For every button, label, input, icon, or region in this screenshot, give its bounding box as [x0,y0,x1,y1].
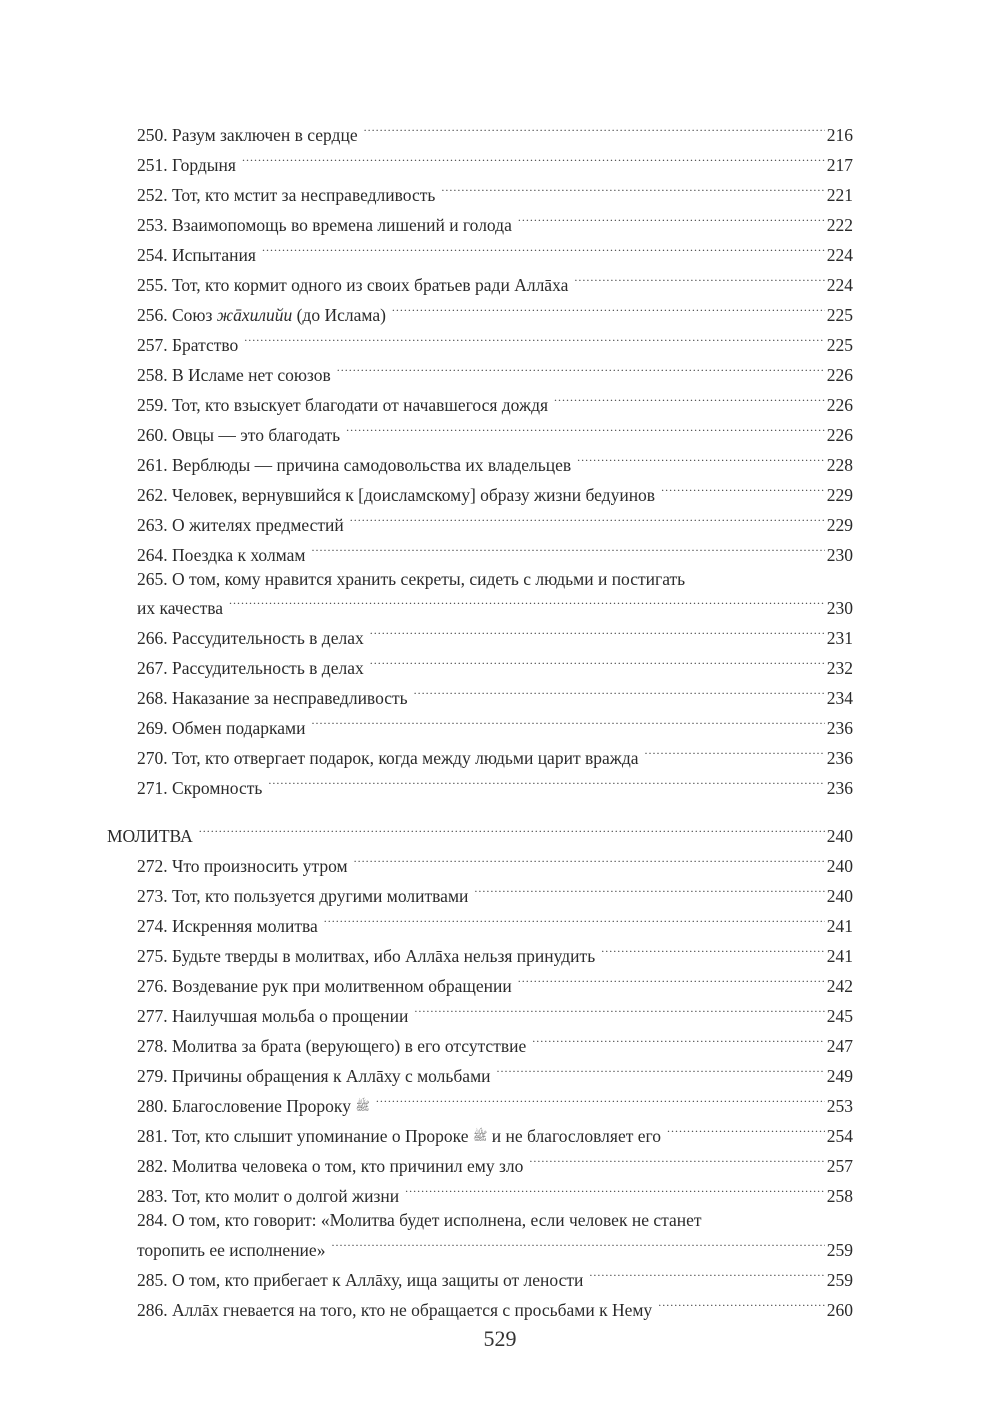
entry-page: 228 [826,455,853,475]
toc-entry[interactable] [137,419,853,446]
entry-page: 231 [826,628,853,648]
entry-title: 283. Тот, кто молит о долгой жизни [137,1186,400,1206]
toc-entry[interactable] [137,1180,853,1207]
entry-page: 258 [826,1186,853,1206]
dot-leader [324,910,825,932]
entry-page: 230 [826,598,853,618]
entry-title: 272. Что произносить утром [137,856,348,876]
dot-leader [589,1264,824,1286]
entry-title: 268. Наказание за несправедливость [137,688,408,708]
dot-leader [331,1234,824,1256]
honorific-icon: ﷺ [472,1129,488,1143]
toc-entry[interactable] [137,1060,853,1087]
toc-entry[interactable] [137,1000,853,1027]
entry-page: 240 [826,856,853,876]
toc-entry[interactable] [137,1150,853,1177]
entry-title: 264. Поездка к холмам [137,545,306,565]
toc-entry[interactable] [137,1264,853,1291]
dot-leader [405,1180,825,1202]
dot-leader [645,742,825,764]
toc-entry[interactable] [137,329,853,356]
entry-page: 232 [826,658,853,678]
toc-entry[interactable] [137,682,853,709]
entry-page: 225 [826,305,853,325]
toc-section-heading[interactable] [107,820,853,847]
entry-title: 259. Тот, кто взыскует благодати от начавшегося дождя [137,395,549,415]
entry-title [137,1095,370,1117]
toc-entry-line1: 284. О том, кто говорит: «Молитва будет исполнена, если человек не станет [137,1210,702,1230]
toc-entry[interactable] [137,1090,853,1117]
section-page: 240 [826,826,853,846]
entry-page: 226 [826,425,853,445]
dot-leader [392,299,825,321]
entry-title-italic: жāхилийи [216,305,293,325]
dot-leader [529,1150,824,1172]
dot-leader [518,970,825,992]
toc-entry[interactable] [137,622,853,649]
toc-entry-line1: 265. О том, кому нравится хранить секреты, сидеть с людьми и постигать [137,569,686,589]
entry-title: 266. Рассудительность в делах [137,628,364,648]
entry-title: 276. Воздевание рук при молитвенном обращении [137,976,512,996]
toc-entry[interactable] [137,299,853,326]
entry-title: торопить ее исполнение» [137,1240,326,1260]
dot-leader [350,509,825,531]
dot-leader [601,940,825,962]
toc-entry[interactable] [137,910,853,937]
entry-title: 257. Братство [137,335,239,355]
entry-title: 279. Причины обращения к Аллāху с мольбами [137,1066,491,1086]
entry-title: 286. Аллāх гневается на того, кто не обращается с просьбами к Нему [137,1300,653,1320]
dot-leader [577,449,825,471]
dot-leader [370,652,825,674]
entry-page: 229 [826,485,853,505]
toc-entry[interactable] [137,239,853,266]
entry-page: 259 [826,1240,853,1260]
dot-leader [554,389,825,411]
dot-leader [376,1090,825,1112]
dot-leader [414,1000,824,1022]
page-number: 529 [483,1326,517,1351]
entry-title: их качества [137,598,224,618]
entry-page: 236 [826,748,853,768]
toc-entry[interactable] [137,742,853,769]
dot-leader [414,682,825,704]
entry-title: 252. Тот, кто мстит за несправедливость [137,185,436,205]
honorific-icon: ﷺ [355,1099,370,1113]
entry-page: 241 [826,916,853,936]
entry-page: 242 [826,976,853,996]
entry-page: 222 [826,215,853,235]
dot-leader [658,1294,825,1316]
entry-title: 274. Искренняя молитва [137,916,318,936]
toc-entry[interactable] [137,592,853,619]
dot-leader [518,209,825,231]
entry-page: 226 [826,395,853,415]
entry-page: 254 [826,1126,853,1146]
entry-title: 275. Будьте тверды в молитвах, ибо Аллāха нельзя принудить [137,946,596,966]
toc-entry[interactable] [137,1030,853,1057]
entry-title-pre: 256. Союз [137,305,217,325]
entry-page: 216 [826,125,853,145]
dot-leader [667,1120,825,1142]
entry-title [137,304,386,326]
entry-page: 245 [826,1006,853,1026]
toc-entry[interactable] [137,149,853,176]
dot-leader [661,479,825,501]
entry-title: 255. Тот, кто кормит одного из своих братьев ради Аллāха [137,275,569,295]
entry-page: 257 [826,1156,853,1176]
dot-leader [346,419,825,441]
entry-title: 278. Молитва за брата (верующего) в его отсутствие [137,1036,527,1056]
entry-title: 271. Скромность [137,778,263,798]
entry-page: 226 [826,365,853,385]
dot-leader [244,329,824,351]
dot-leader [311,539,824,561]
entry-page: 217 [826,155,853,175]
dot-leader [337,359,825,381]
entry-title: 273. Тот, кто пользуется другими молитвами [137,886,469,906]
toc-entry[interactable] [137,1294,853,1321]
dot-leader [532,1030,825,1052]
entry-page: 234 [826,688,853,708]
toc-entry[interactable] [137,179,853,206]
entry-page: 224 [826,275,853,295]
dot-leader [497,1060,825,1082]
toc-entry[interactable] [137,539,853,566]
entry-page: 224 [826,245,853,265]
entry-page: 225 [826,335,853,355]
entry-title: 250. Разум заключен в сердце [137,125,358,145]
entry-page: 260 [826,1300,853,1320]
toc-entry[interactable] [137,970,853,997]
toc-entry[interactable] [137,772,853,799]
entry-title: 263. О жителях предместий [137,515,344,535]
dot-leader [268,772,824,794]
dot-leader [354,850,825,872]
toc-entry[interactable] [137,269,853,296]
toc-entry[interactable] [137,880,853,907]
dot-leader [199,820,825,842]
entry-title: 285. О том, кто прибегает к Аллāху, ища защиты от лености [137,1270,584,1290]
entry-title: 258. В Исламе нет союзов [137,365,331,385]
dot-leader [242,149,825,171]
entry-title: 260. Овцы — это благодать [137,425,341,445]
entry-title: 282. Молитва человека о том, кто причинил ему зло [137,1156,524,1176]
toc-entry[interactable] [137,119,853,146]
entry-page: 241 [826,946,853,966]
entry-page: 253 [826,1096,853,1116]
entry-title: 269. Обмен подарками [137,718,306,738]
entry-title: 253. Взаимопомощь во времена лишений и голода [137,215,512,235]
entry-page: 249 [826,1066,853,1086]
entry-title: 254. Испытания [137,245,256,265]
dot-leader [370,622,825,644]
entry-title-post: (до Ислама) [292,305,386,325]
entry-title: 262. Человек, вернувшийся к [доисламскому] образу жизни бедуинов [137,485,656,505]
dot-leader [229,592,825,614]
toc-entry[interactable] [137,359,853,386]
toc-entry[interactable] [137,509,853,536]
entry-page: 240 [826,886,853,906]
dot-leader [311,712,824,734]
toc-entry[interactable] [137,479,853,506]
toc-entry[interactable] [137,209,853,236]
entry-title-pre: 281. Тот, кто слышит упоминание о Пророке [137,1126,473,1146]
toc-entry[interactable] [137,652,853,679]
entry-page: 236 [826,778,853,798]
toc-entry[interactable] [137,1234,853,1261]
entry-title: 267. Рассудительность в делах [137,658,364,678]
dot-leader [262,239,825,261]
dot-leader [574,269,824,291]
toc-entry[interactable] [137,850,853,877]
entry-page: 229 [826,515,853,535]
toc-entry[interactable] [137,389,853,416]
dot-leader [474,880,824,902]
entry-page: 236 [826,718,853,738]
entry-title-pre: 280. Благословение Пророку [137,1096,356,1116]
toc-entry[interactable] [137,940,853,967]
entry-title: 251. Гордыня [137,155,236,175]
entry-page: 230 [826,545,853,565]
entry-title: 277. Наилучшая мольба о прощении [137,1006,409,1026]
dot-leader [364,119,825,141]
toc-entry[interactable] [137,449,853,476]
entry-title [137,1125,661,1147]
entry-page: 259 [826,1270,853,1290]
toc-entry[interactable] [137,712,853,739]
entry-page: 247 [826,1036,853,1056]
entry-title: 270. Тот, кто отвергает подарок, когда между людьми царит вражда [137,748,639,768]
entry-title: 261. Верблюды — причина самодовольства их владельцев [137,455,572,475]
section-title: МОЛИТВА [107,826,193,846]
toc-entry[interactable] [137,1120,853,1147]
dot-leader [441,179,824,201]
entry-page: 221 [826,185,853,205]
entry-title-post: и не благословляет его [487,1126,661,1146]
